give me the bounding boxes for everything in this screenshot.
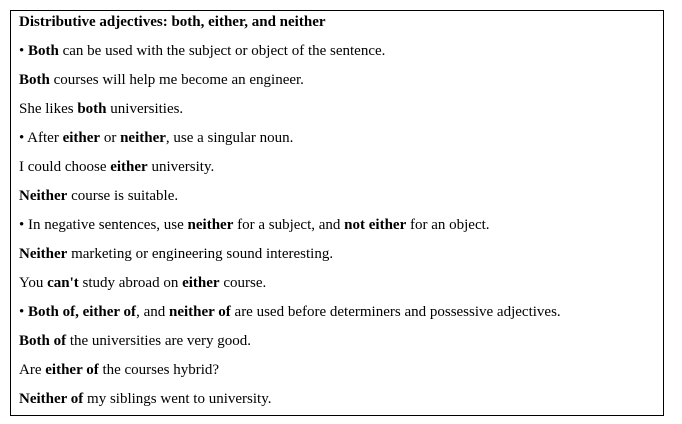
rule-bullet-line bbox=[19, 128, 293, 148]
example-sentence bbox=[19, 157, 214, 177]
bold-keyword: neither bbox=[187, 217, 234, 233]
grammar-box bbox=[10, 10, 664, 416]
text-segment: She likes bbox=[19, 101, 78, 117]
text-segment: course. bbox=[219, 275, 267, 291]
example-sentence bbox=[19, 244, 333, 264]
text-segment: , and bbox=[136, 304, 169, 320]
bold-keyword: Both bbox=[19, 72, 50, 88]
text-segment: • After bbox=[19, 130, 63, 146]
bold-keyword: neither bbox=[120, 130, 166, 146]
text-segment: • bbox=[19, 304, 29, 320]
example-sentence bbox=[19, 360, 219, 380]
text-segment: universities. bbox=[106, 101, 184, 117]
rule-bullet-line bbox=[19, 302, 561, 322]
bold-keyword: Both of bbox=[19, 333, 67, 349]
text-segment: the courses hybrid? bbox=[98, 362, 220, 378]
bold-keyword: can't bbox=[47, 275, 79, 291]
text-segment: courses will help me become an engineer. bbox=[49, 72, 304, 88]
example-sentence bbox=[19, 99, 183, 119]
example-sentence bbox=[19, 389, 272, 409]
bold-keyword: either bbox=[62, 130, 101, 146]
text-segment: • In negative sentences, use bbox=[19, 217, 188, 233]
bold-keyword: either of bbox=[45, 362, 99, 378]
example-sentence bbox=[19, 331, 251, 351]
example-sentence bbox=[19, 186, 178, 206]
text-segment: • bbox=[19, 43, 29, 59]
example-sentence bbox=[19, 273, 266, 293]
bold-keyword: Neither bbox=[19, 188, 68, 204]
text-segment: can be used with the subject or object of the sentence. bbox=[58, 43, 386, 59]
text-segment: You bbox=[19, 275, 48, 291]
text-segment: Are bbox=[19, 362, 46, 378]
box-title: Distributive adjectives: both, either, and neither bbox=[19, 14, 326, 30]
text-segment: , use a singular noun. bbox=[165, 130, 294, 146]
rule-bullet-line bbox=[19, 41, 385, 61]
bold-keyword: neither of bbox=[168, 304, 231, 320]
bold-keyword: not either bbox=[344, 217, 407, 233]
text-segment: for a subject, and bbox=[233, 217, 345, 233]
text-segment: the universities are very good. bbox=[66, 333, 252, 349]
bold-keyword: Both bbox=[28, 43, 59, 59]
text-segment: my siblings went to university. bbox=[83, 391, 272, 407]
bold-keyword: either bbox=[182, 275, 220, 291]
text-segment: marketing or engineering sound interesting. bbox=[67, 246, 334, 262]
text-segment: course is suitable. bbox=[67, 188, 179, 204]
bold-keyword: Both of, either of bbox=[28, 304, 137, 320]
bold-keyword: Neither bbox=[19, 246, 68, 262]
text-segment: are used before determiners and possessive adjectives. bbox=[230, 304, 561, 320]
text-segment: for an object. bbox=[406, 217, 490, 233]
example-sentence bbox=[19, 70, 304, 90]
text-segment: I could choose bbox=[19, 159, 111, 175]
rule-bullet-line bbox=[19, 215, 490, 235]
text-segment: or bbox=[100, 130, 121, 146]
bold-keyword: Neither of bbox=[19, 391, 84, 407]
bold-keyword: either bbox=[110, 159, 148, 175]
text-segment: university. bbox=[147, 159, 215, 175]
text-segment: study abroad on bbox=[78, 275, 183, 291]
bold-keyword: both bbox=[77, 101, 107, 117]
